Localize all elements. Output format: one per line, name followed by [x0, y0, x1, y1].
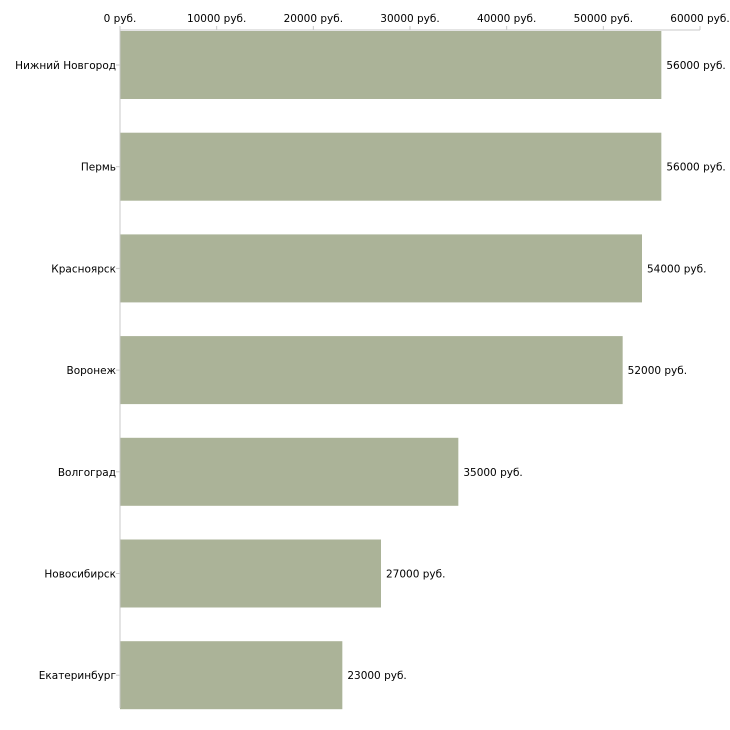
bars-group [120, 31, 726, 709]
value-label: 27000 руб. [386, 568, 446, 581]
bar [120, 540, 381, 608]
x-axis [104, 13, 730, 30]
x-tick-label: 50000 руб. [573, 13, 634, 25]
category-label: Воронеж [66, 365, 116, 378]
x-tick-label: 10000 руб. [186, 13, 247, 25]
category-label: Новосибирск [44, 568, 116, 581]
bar [120, 31, 661, 99]
x-tick-label: 20000 руб. [283, 13, 344, 25]
category-label: Екатеринбург [38, 670, 116, 683]
x-tick-label: 60000 руб. [670, 13, 730, 25]
bar [120, 336, 623, 404]
value-label: 23000 руб. [347, 670, 407, 683]
value-label: 52000 руб. [627, 365, 688, 378]
bar [120, 438, 458, 506]
category-label: Красноярск [51, 263, 116, 276]
bar [120, 133, 661, 201]
x-tick-label: 0 руб. [103, 13, 137, 25]
value-label: 35000 руб. [463, 466, 523, 479]
value-label: 56000 руб. [666, 60, 726, 72]
x-tick-label: 40000 руб. [476, 13, 537, 25]
category-label: Волгоград [57, 466, 116, 479]
category-label: Пермь [80, 161, 116, 174]
bar [120, 234, 642, 302]
bar [120, 641, 342, 709]
y-axis [15, 30, 120, 708]
value-label: 54000 руб. [647, 263, 707, 276]
x-tick-label: 30000 руб. [380, 13, 440, 25]
value-label: 56000 руб. [666, 161, 726, 174]
category-label: Нижний Новгород [15, 60, 116, 72]
